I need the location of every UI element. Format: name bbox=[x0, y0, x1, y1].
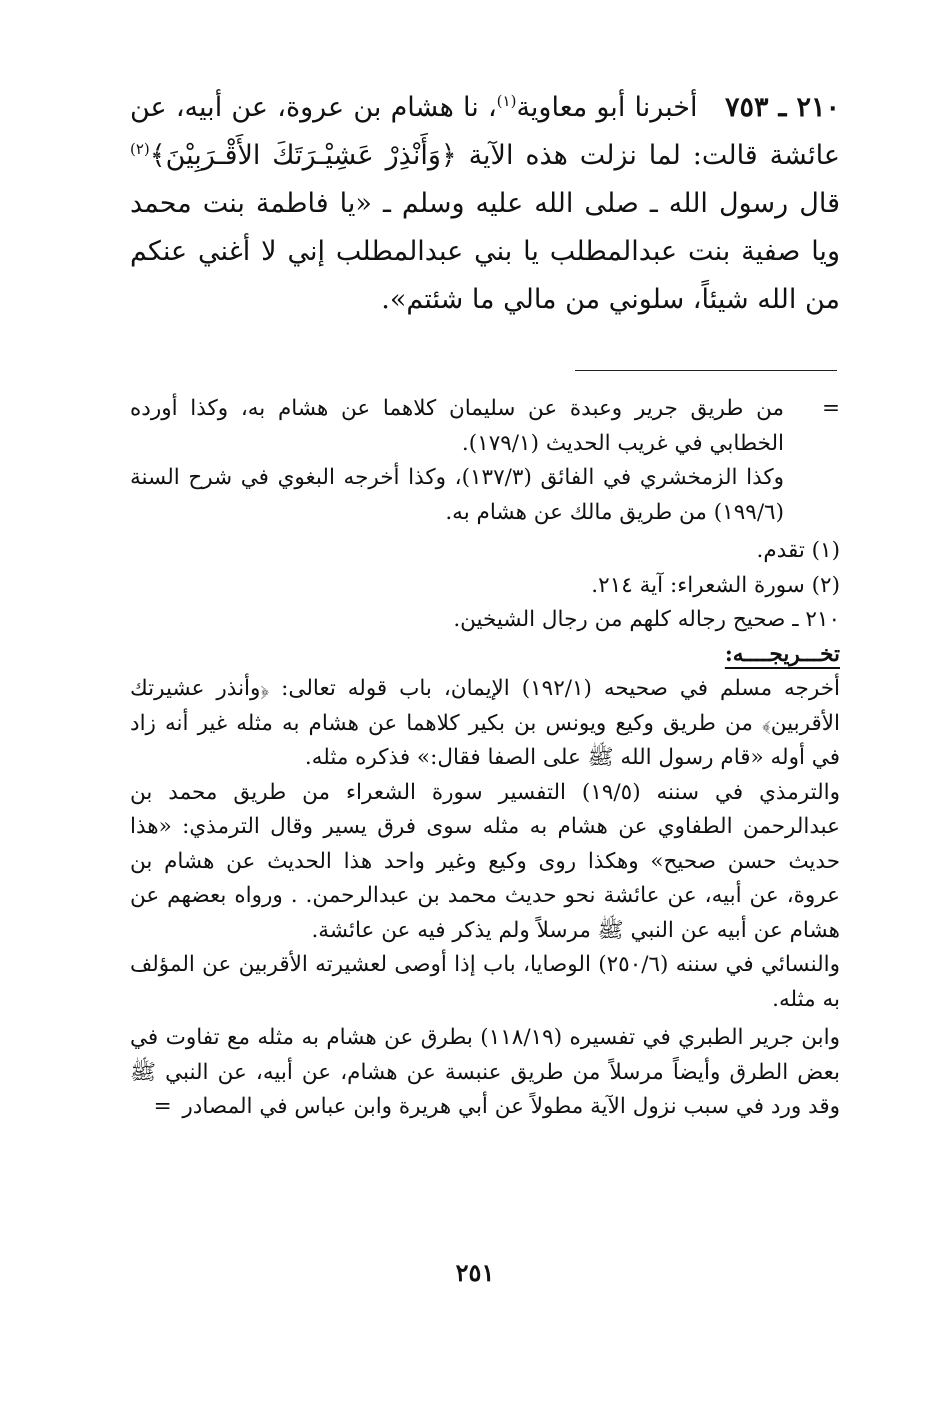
takhrij-heading-text: تخـــريجــــه: bbox=[724, 641, 840, 667]
hadith-paragraph bbox=[130, 84, 840, 324]
hadith-text-part: أخبرنا أبو معاوية bbox=[516, 92, 698, 123]
hadith-number: ٢١٠ ـ ٧٥٣ bbox=[725, 92, 840, 123]
continuation-end-mark: = bbox=[153, 1094, 172, 1119]
footnote-ref-2: (٢) bbox=[130, 140, 150, 158]
page-number: ٢٥١ bbox=[455, 1258, 495, 1287]
takhrij-paragraph: والنسائي في سننه (٢٥٠/٦) الوصايا، باب إذا أوصى لعشيرته الأقربين عن المؤلف به مثله. bbox=[130, 952, 840, 1012]
footnote-continuation bbox=[130, 461, 840, 530]
footnote-text: من طريق جرير وعبدة عن سليمان كلاهما عن هشام به، وكذا أورده الخطابي في غريب الحديث (١٧٩/١). bbox=[130, 396, 784, 456]
footnote-2: (٢) سورة الشعراء: آية ٢١٤. bbox=[591, 572, 840, 598]
footnote-text: وكذا الزمخشري في الفائق (١٣٧/٣)، وكذا أخرجه البغوي في شرح السنة (١٩٩/٦) من طريق مالك عن هشام به. bbox=[130, 465, 784, 525]
footnote-continuation bbox=[130, 392, 840, 461]
takhrij-paragraph: أخرجه مسلم في صحيحه (١٩٢/١) الإيمان، باب قوله تعالى: ﴿وأنذر عشيرتك الأقربين﴾ من طريق وكيع ويونس بن بكير كلاهما عن هشام به مثله غير أنه زاد في أوله «قام رسول الله ﷺ على الصفا فقال:» فذكره مثله. bbox=[130, 676, 840, 770]
takhrij-text: وابن جرير الطبري في تفسيره (١١٨/١٩) بطرق عن هشام به مثله مع تفاوت في بعض الطرق وأيضاً مرسلاً من طريق عنبسة عن هشام، عن أبيه، عن النبي ﷺ وقد ورد في سبب نزول الآية مطولاً عن أبي هريرة وابن عباس في المصادر bbox=[130, 1025, 840, 1119]
footnote-1: (١) تقدم. bbox=[756, 538, 840, 563]
hadith-text-part: ، نا هشام بن عروة، عن أبيه، عن عائشة قالت: لما نزلت هذه الآية ﴿وَأَنْذِرْ عَشِيْـرَتَكَ الأَقْـرَبِيْنَ﴾ bbox=[130, 92, 840, 171]
takhrij-heading bbox=[130, 638, 840, 673]
footnote-divider bbox=[575, 370, 837, 371]
footnotes bbox=[130, 392, 840, 1125]
takhrij-paragraph: والترمذي في سننه (١٩/٥) التفسير سورة الشعراء من طريق محمد بن عبدالرحمن الطفاوي عن هشام به مثله سوى فرق يسير وقال الترمذي: «هذا حديث حسن صحيح» وهكذا روى وكيع وغير واحد هذا الحديث عن هشام بن عروة، عن أبيه، عن عائشة نحو حديث محمد بن عبدالرحمن. . ورواه بعضهم عن هشام عن أبيه عن النبي ﷺ مرسلاً ولم يذكر فيه عن عائشة. bbox=[130, 779, 840, 943]
takhrij-paragraph bbox=[130, 1021, 840, 1125]
footnote-ref-1: (١) bbox=[496, 92, 517, 110]
continuation-mark: = bbox=[821, 396, 840, 421]
hadith-grade: ٢١٠ ـ صحيح رجاله كلهم من رجال الشيخين. bbox=[453, 607, 840, 632]
hadith-text bbox=[130, 84, 840, 324]
hadith-text-part: قال رسول الله ـ صلى الله عليه وسلم ـ «يا فاطمة بنت محمد ويا صفية بنت عبدالمطلب يا بني عبدالمطلب إني لا أغني عنكم من الله شيئاً، سلوني من مالي ما شئتم». bbox=[130, 188, 840, 315]
